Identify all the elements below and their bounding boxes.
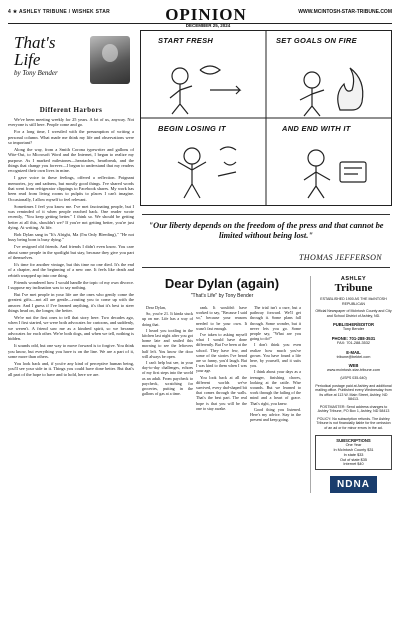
ndna-logo: NDNA (330, 476, 377, 493)
paragraph: Dear Dylan, (146, 305, 167, 310)
header-website: WWW.MCINTOSH-STAR-TRIBUNE.COM (298, 9, 392, 15)
paragraph: It sounds odd, but one way to move forward is to forgive. You think you know, but everything you have is on the line. We are a part of it, some more than others. (8, 343, 134, 359)
sidebar-publisher-name: Tony Bender (342, 327, 365, 331)
subscription-rate: Out of state $35 (339, 457, 368, 462)
logo-byline: by Tony Bender (14, 69, 58, 77)
subscriptions-head: SUBSCRIPTIONS (336, 438, 371, 444)
paragraph: But I've met people in your life are the ones who gently come the greatest gifts—not all are gentle—routing you to come up with the answer. And I guess if I've learned anything, it's that it's best to steer things head on, the longer, the better. (8, 291, 134, 313)
press-association-logo (315, 476, 392, 493)
paragraph: It's time for another vintage, but this time no one died. It's the end of a chapter, and the beginning of a new one. It feels like death and rebirth wrapped up into one thing. (8, 261, 134, 278)
sidebar-policy: POLICY: No subscription refunds. The Ashley Tribune is not financially liable for the omission of an ad or for minor errors in the ad. (316, 416, 391, 430)
paragraph: I can't help but see, in your day-to-day challenges, echoes of my first steps into the world as an adult. From paycheck to paycheck, scratching for groceries, putting in the gallons of gas at a time. (142, 360, 193, 397)
cartoon-drawing (140, 30, 392, 206)
sidebar-official: Official Newspaper of McIntosh County and City and School District of Ashley, ND. (315, 309, 392, 318)
paragraph: So, you're 21. It kinda stuck up on me. Life has a way of doing that. (142, 311, 193, 327)
sidebar-postmaster: POSTMASTER: Send address changes to Ashley Tribune, PO Box 1, Ashley, ND 58413 (317, 404, 390, 414)
dear-dylan-subhead: "That's Life" by Tony Bender (190, 293, 254, 299)
paragraph: Friends wondered how I would handle the topic of my own divorce. I suppose my inclination was to say nothing. (8, 279, 134, 290)
paragraph: I think about your days as a teenager, finishing chores, looking at the cattle. Wise wounds. But we learned to work through the failing of the mind and a heart of grace. That's right, you knew. (250, 369, 301, 406)
paragraph: The trial isn't a cure, but a pathway forward. We'll get through it. Some plans fall through. Some wonder, but it never lets you go. Some people say, "What are you going to do?" (250, 305, 301, 342)
cartoon-caption-fire: SET GOALS ON FIRE (276, 36, 357, 45)
paragraph: Sometimes I feel you know me. I've met fascinating people, but I was reminded of it when people reached back. One reader wrote recently, "You keep getting better." I think so. We should be getting better at all this, shouldn't we? If you're not getting better, you're just dying. At writing. At life. (8, 203, 134, 231)
column-body (8, 117, 134, 377)
subscriptions-box (315, 435, 392, 470)
sidebar-logo-top: ASHLEY (340, 276, 367, 282)
section-title: OPINION (165, 5, 247, 24)
quote-text: "Our liberty depends on the freedom of the press and that cannot be limited without being lost." (148, 221, 384, 240)
subscription-rate: In McIntosh County $31 (333, 447, 374, 452)
dear-dylan-headline: Dear Dylan (again) (164, 276, 280, 291)
author-portrait (90, 36, 130, 84)
paragraph: We're not the first ones to tell that story here. Two decades ago, when I first started, we were both advocates for cartoons, and suddenly, we weren't. A friend saw me as a kindred spirit, so we became advocates for each other. We're both dogs, and when we tell, nothing is hidden. (8, 314, 134, 342)
header-paper-name: 4 ★ ASHLEY TRIBUNE / WISHEK STAR (8, 9, 111, 15)
paragraph: For a long time, I wrestled with the presumption of writing a personal column. What made me think my life and observations were so important? (8, 129, 134, 146)
dear-dylan-col-3 (250, 305, 301, 423)
masthead (8, 5, 392, 28)
paragraph: Along the way, from a Smith Corona typewriter and gallons of Wite-Out, to Microsoft Word and the Internet, I began to realize my purpose. As I marked milestones—heartaches, heartbreak, and the things that change you forever—I began to understand that my readers recognized their own lives in mine. (8, 146, 134, 174)
sidebar-web-head: WEB (348, 363, 359, 369)
sidebar-email-head: E-MAIL (346, 349, 361, 355)
cartoon-caption-begin: BEGIN LOSING IT (158, 124, 226, 133)
editorial-cartoon (140, 30, 392, 206)
paragraph: You look back and, if you're any kind of perceptive human being, you'll see your side in it. Things you could have done better. But that's all part of the hope to have and to hold, here we are. (8, 360, 134, 377)
sidebar-publisher-head: PUBLISHER/EDITOR (332, 322, 375, 327)
pull-quote (142, 214, 390, 268)
sidebar-phone: PHONE: 701-288-3531 (331, 335, 376, 341)
paragraph: Good thing you listened. Here's my advice. Stay in the present and keep going. (250, 406, 301, 423)
paragraph: I've resigned old friends. And friends I didn't even know. You care about some people in the spotlight but stay, because they give you part of themselves. (8, 244, 134, 261)
sidebar-usps: (USPS 035-640) (340, 376, 367, 381)
paragraph: I gave voice to these feelings, offered a reflection. Poignant memories, joy and sadness, but mostly good things. I've shared words that went from refrigerator clippings to Facebook shares. My work has been read from living rooms to pulpits to places I can't imagine. Occasionally, I allow myself to feel relevant. (8, 175, 134, 202)
dear-dylan-col-1 (142, 305, 193, 397)
sidebar-email[interactable]: tribune@bektel.com (336, 354, 371, 359)
sidebar-established: ESTABLISHED 1900 AS THE McINTOSH REPUBLICAN (320, 297, 387, 306)
cartoon-caption-start: START FRESH (158, 36, 214, 45)
paragraph: We've been meeting weekly for 25 years. A lot of us, anyway. Not everyone is still here. People come and go. (8, 117, 134, 128)
column-headline: Different Harbors (39, 106, 103, 114)
sidebar-logo-tribune: Tribune (334, 282, 373, 294)
sidebar-fax: FAX: 701-288-3532 (337, 340, 370, 345)
logo-thats: That's Life (14, 33, 56, 69)
thats-life-column (8, 32, 134, 378)
paragraph: I heard you tootling in the kitchen last night after you got home late and smiled this morning to see the leftovers half left. You know the door will always be open. (142, 327, 193, 359)
paragraph: I've taken to asking myself what I would have done differently. But I've been at the school. They have few, and some of the stories I've heard are so funny, you'd laugh. But I was kind to them when I was your age. (196, 332, 247, 374)
paragraph: I don't think you even realize how much you've grown. You have found a life here, by yourself, and it suits you. (250, 342, 301, 369)
sidebar-periodical: Periodical postage paid at Ashley and additional mailing office. Published every Wednesday from its office at 113 W. Main Street, Ashley, ND 58413. (315, 383, 392, 402)
paragraph: Bob Dylan sang in "It's Alright, Ma (I'm Only Bleeding)," "He not busy being born is busy dying." (8, 232, 134, 243)
column-logo (8, 32, 134, 102)
subscription-rate: Internet $40 (343, 462, 364, 467)
sidebar-web[interactable]: www.mcintosh-star-tribune.com (327, 368, 380, 373)
paragraph: rank. It wouldn't have worked to say, "Because I said so," because your reasons needed to be your own. It wasn't fast enough. (196, 305, 247, 331)
subscription-rate: One Year (345, 443, 362, 448)
cartoon-caption-end: AND END WITH IT (282, 124, 351, 133)
paragraph: You look back at all the different worlds we've survived, every dad-shaped bit that comes through the walls. That's the best part. The real hope is that you will be the one to stay awake. (196, 374, 247, 411)
issue-date: DECEMBER 25, 2024 (185, 23, 231, 28)
quote-attribution: THOMAS JEFFERSON (298, 253, 382, 262)
dear-dylan-col-2 (196, 305, 247, 412)
newspaper-info-sidebar (310, 276, 392, 493)
subscription-rate: In state $33 (343, 452, 364, 457)
